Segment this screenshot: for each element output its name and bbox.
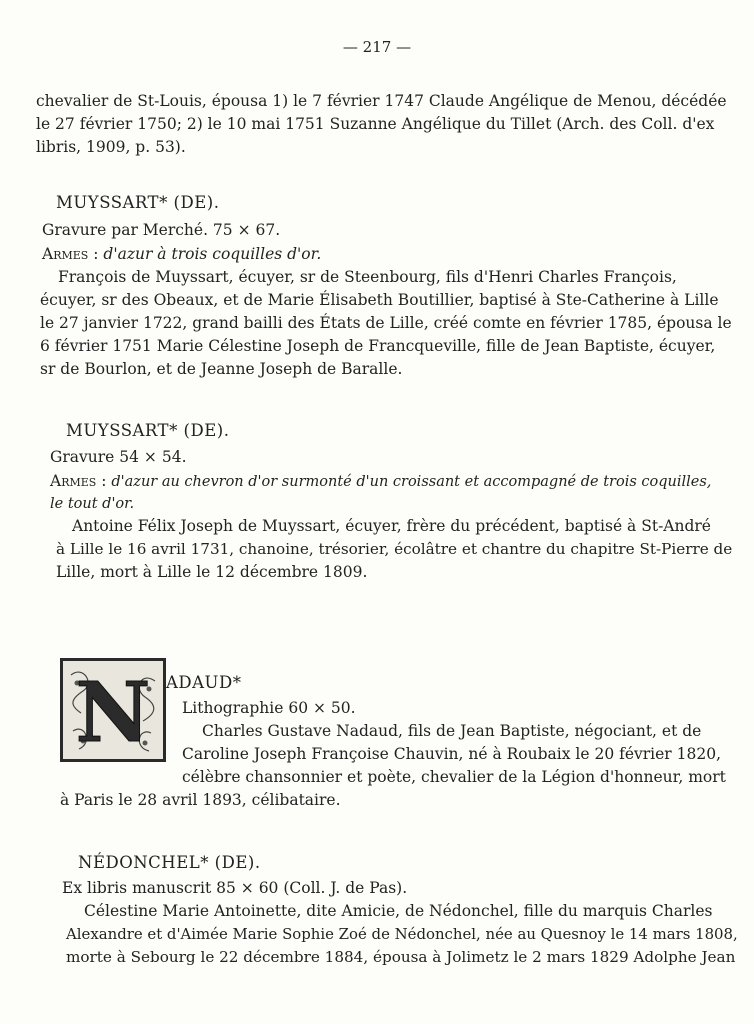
bio-line-3: célèbre chansonnier et poète, chevalier de la Légion d'honneur, mort	[182, 768, 726, 786]
bio-line-1: Antoine Félix Joseph de Muyssart, écuyer, frère du précédent, baptisé à St-André	[72, 517, 711, 535]
ornamental-initial	[60, 658, 166, 762]
ornament-icon	[63, 661, 163, 759]
dropcap-letter: N	[75, 665, 151, 759]
intro-line-2: le 27 février 1750; 2) le 10 mai 1751 Suzanne Angélique du Tillet (Arch. des Coll. d'ex	[36, 115, 715, 133]
bio-line-2: à Lille le 16 avril 1731, chanoine, trésorier, écolâtre et chantre du chapitre St-Pierre de	[56, 540, 733, 558]
bio-line-1: Charles Gustave Nadaud, fils de Jean Baptiste, négociant, et de	[202, 722, 702, 740]
intro-line-3: libris, 1909, p. 53).	[36, 138, 186, 156]
bio-line-4: à Paris le 28 avril 1893, célibataire.	[60, 791, 341, 809]
bio-line-4: 6 février 1751 Marie Célestine Joseph de Francqueville, fille de Jean Baptiste, écuyer,	[40, 337, 716, 355]
bio-line-2: Alexandre et d'Aimée Marie Sophie Zoé de Nédonchel, née au Quesnoy le 14 mars 1808,	[66, 925, 738, 943]
entry-armes	[42, 243, 321, 265]
entry-gravure: Gravure 54 × 54.	[50, 448, 187, 466]
bio-line-5: sr de Bourlon, et de Jeanne Joseph de Baralle.	[40, 360, 403, 378]
entry-armes	[50, 470, 711, 493]
intro-line-1: chevalier de St-Louis, épousa 1) le 7 février 1747 Claude Angélique de Menou, décédée	[36, 92, 727, 110]
page-number: — 217 —	[342, 38, 412, 56]
armes-label: Armes :	[42, 245, 104, 263]
entry-heading: MUYSSART* (DE).	[56, 193, 220, 212]
bio-line-2: écuyer, sr des Obeaux, et de Marie Élisabeth Boutillier, baptisé à Ste-Catherine à Lille	[40, 291, 719, 309]
bio-line-3: Lille, mort à Lille le 12 décembre 1809.	[56, 563, 368, 581]
entry-gravure: Lithographie 60 × 50.	[182, 699, 356, 717]
entry-heading: NÉDONCHEL* (DE).	[78, 853, 261, 872]
bio-line-3: le 27 janvier 1722, grand bailli des États de Lille, créé comte en février 1785, épousa le	[40, 314, 732, 332]
armes-text-cont: le tout d'or.	[50, 496, 135, 512]
armes-label: Armes :	[50, 472, 112, 490]
bio-line-1: Célestine Marie Antoinette, dite Amicie, de Nédonchel, fille du marquis Charles	[84, 902, 713, 920]
bio-line-3: morte à Sebourg le 22 décembre 1884, épousa à Jolimetz le 2 mars 1829 Adolphe Jean	[66, 948, 736, 966]
entry-gravure: Gravure par Merché. 75 × 67.	[42, 221, 281, 239]
armes-text: d'azur au chevron d'or surmonté d'un croissant et accompagné de trois coquilles,	[111, 474, 712, 490]
bio-line-1: François de Muyssart, écuyer, sr de Steenbourg, fils d'Henri Charles François,	[58, 268, 677, 286]
bio-line-2: Caroline Joseph Françoise Chauvin, né à Roubaix le 20 février 1820,	[182, 745, 722, 763]
entry-gravure: Ex libris manuscrit 85 × 60 (Coll. J. de Pas).	[62, 879, 408, 897]
entry-heading: MUYSSART* (DE).	[66, 421, 230, 440]
entry-heading: ADAUD*	[166, 673, 242, 692]
armes-text: d'azur à trois coquilles d'or.	[103, 245, 322, 263]
